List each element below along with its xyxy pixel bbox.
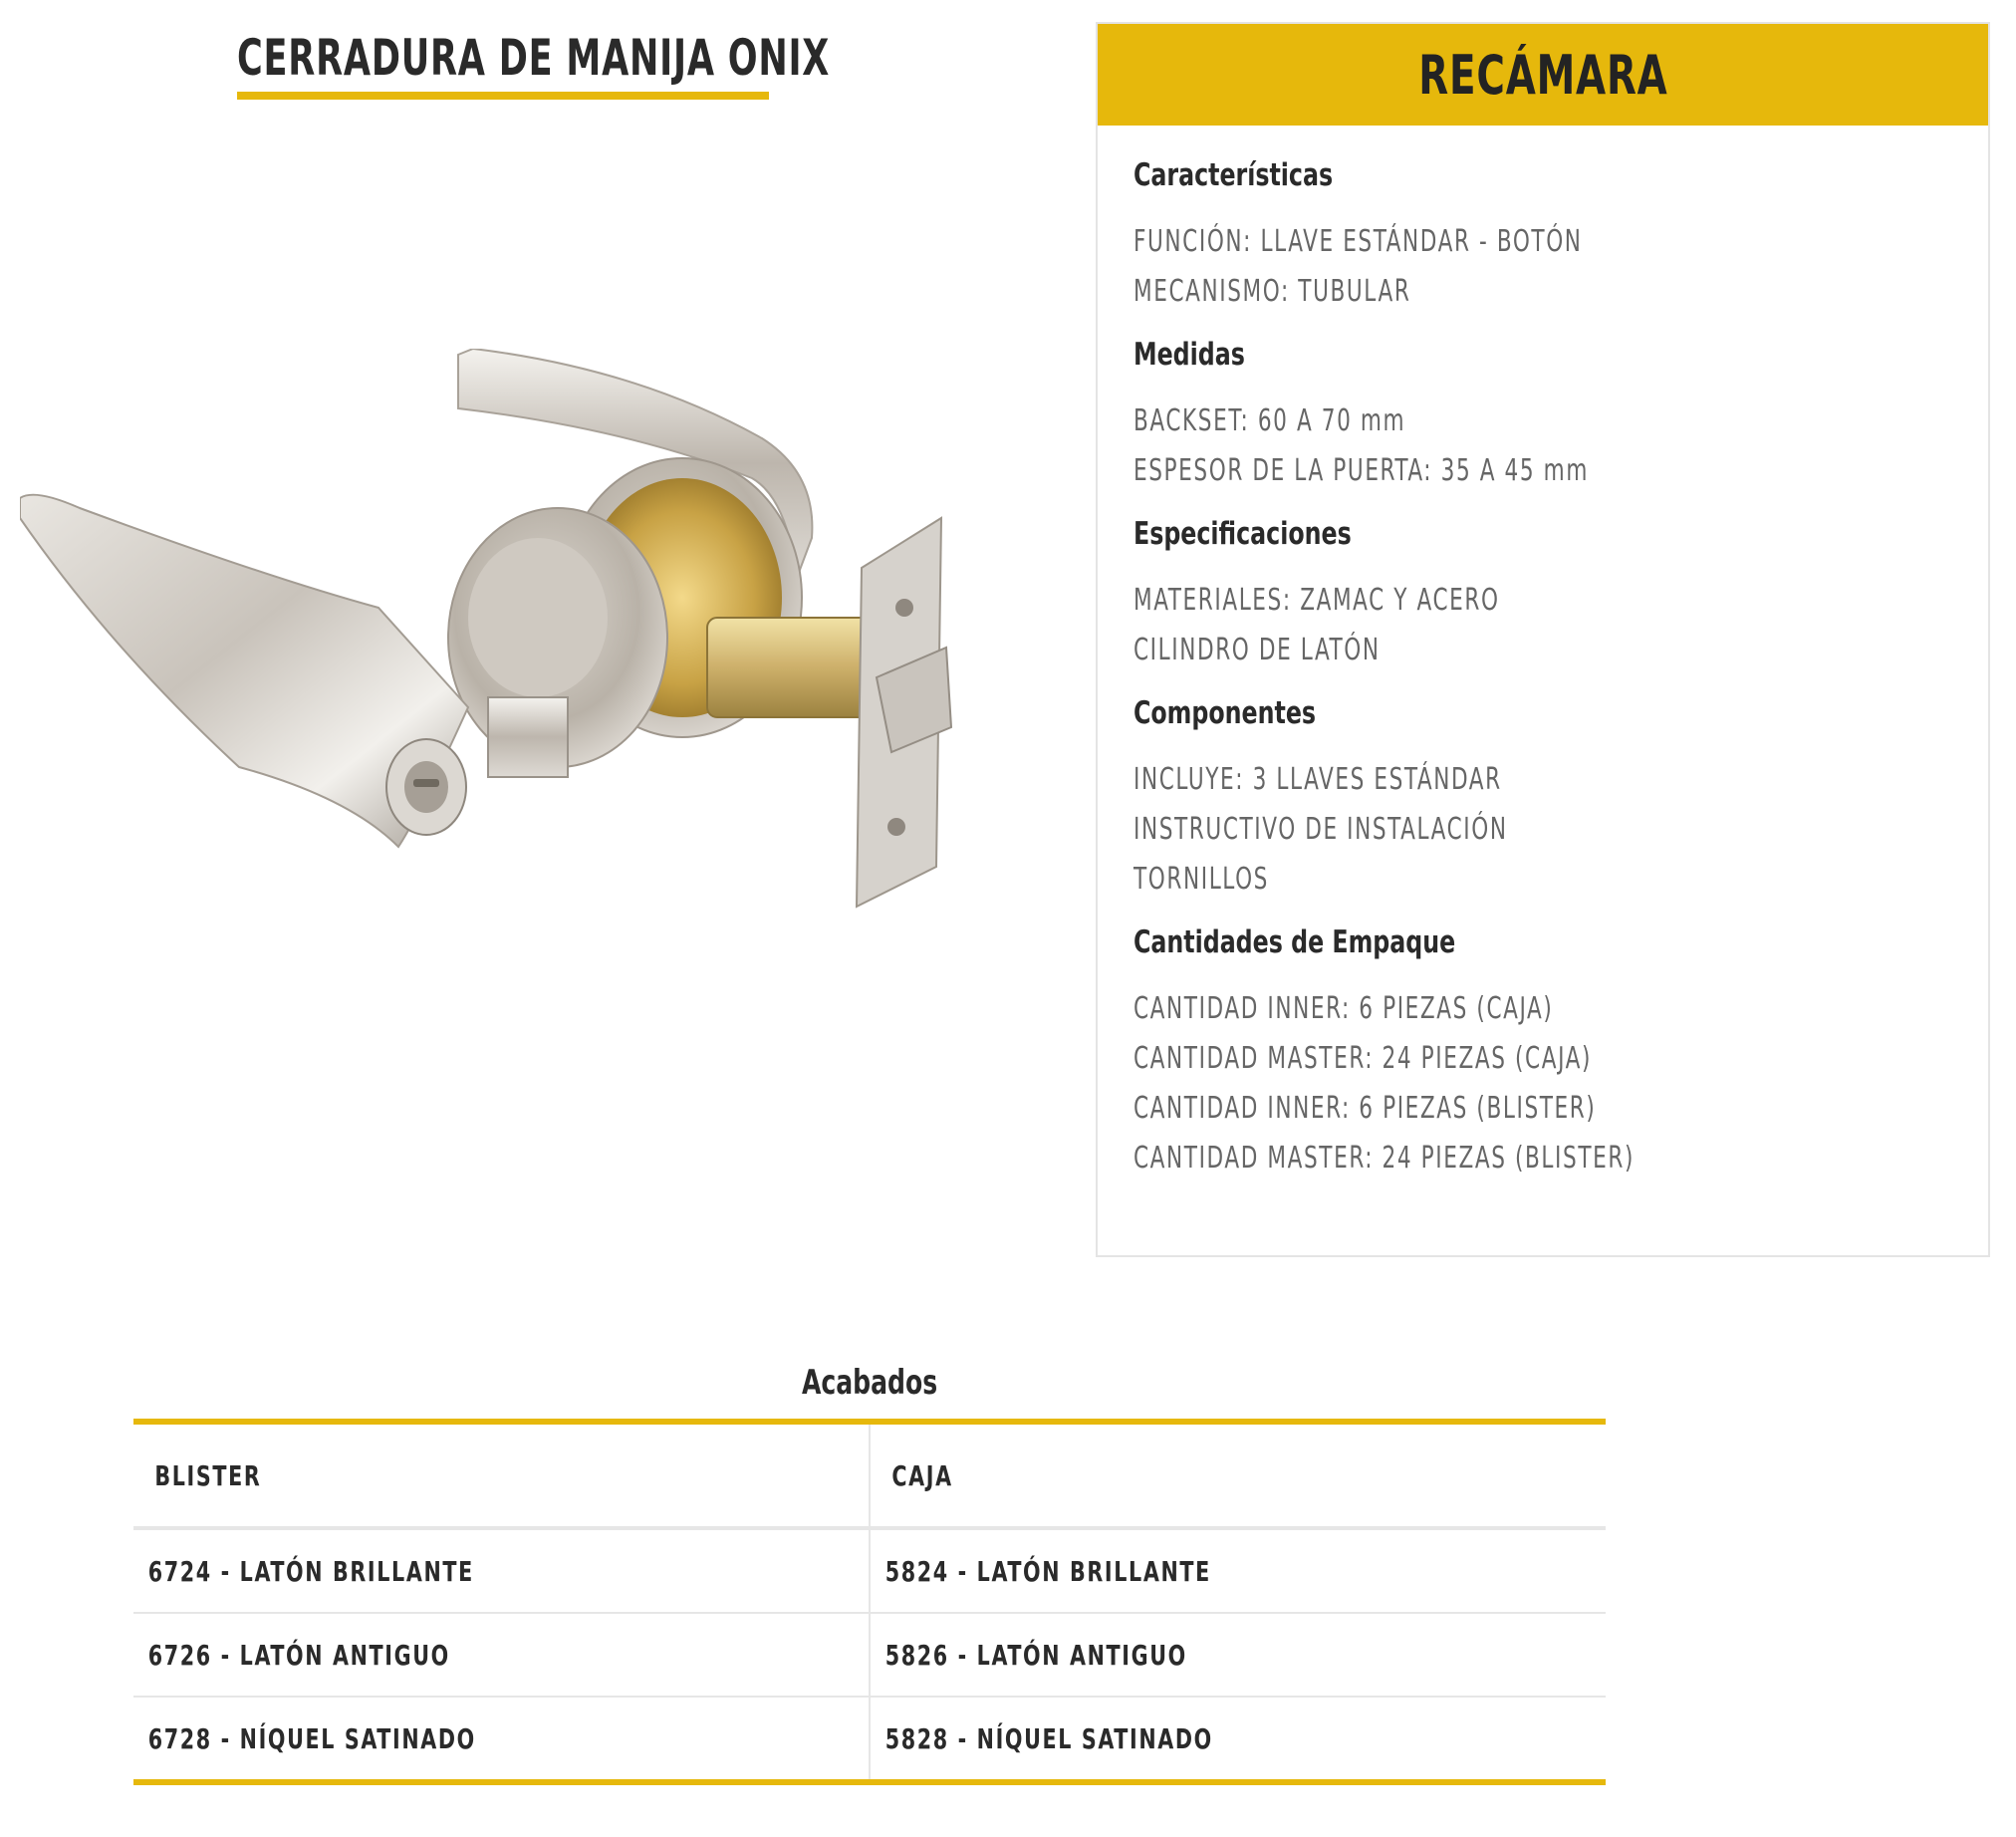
spec-panel-header-title: RECÁMARA <box>1417 43 1668 107</box>
finishes-title <box>133 1363 1606 1403</box>
column-header-caja: CAJA <box>870 1422 1606 1528</box>
spec-section-cantidades-empaque <box>1134 924 1988 1183</box>
spec-section-heading: Componentes <box>1134 695 1317 731</box>
spec-panel-header <box>1098 24 1988 126</box>
table-header-row <box>133 1422 1606 1528</box>
spec-line: TORNILLOS <box>1134 862 1269 897</box>
spec-section-especificaciones <box>1134 516 1988 675</box>
spec-line: CANTIDAD MASTER: 24 PIEZAS (CAJA) <box>1134 1041 1593 1076</box>
spec-section-caracteristicas <box>1134 157 1988 317</box>
title-underline <box>237 92 769 100</box>
spec-line: CANTIDAD MASTER: 24 PIEZAS (BLISTER) <box>1134 1141 1635 1176</box>
spec-line: BACKSET: 60 A 70 mm <box>1134 403 1406 438</box>
spec-section-heading: Medidas <box>1134 337 1245 373</box>
spec-line: INCLUYE: 3 LLAVES ESTÁNDAR <box>1134 762 1502 797</box>
finishes-table <box>133 1419 1606 1785</box>
product-title: CERRADURA DE MANIJA ONIX <box>237 29 831 87</box>
table-cell: 5828 - NÍQUEL SATINADO <box>870 1697 1606 1782</box>
spec-line: INSTRUCTIVO DE INSTALACIÓN <box>1134 812 1508 847</box>
spec-line: FUNCIÓN: LLAVE ESTÁNDAR - BOTÓN <box>1134 224 1583 259</box>
spec-line: CANTIDAD INNER: 6 PIEZAS (CAJA) <box>1134 991 1554 1026</box>
column-header-blister: BLISTER <box>133 1422 870 1528</box>
table-row <box>133 1613 1606 1697</box>
spec-line: CANTIDAD INNER: 6 PIEZAS (BLISTER) <box>1134 1091 1597 1126</box>
spec-line: CILINDRO DE LATÓN <box>1134 633 1381 667</box>
spec-line: ESPESOR DE LA PUERTA: 35 A 45 mm <box>1134 453 1589 488</box>
table-row <box>133 1528 1606 1613</box>
finishes-title-text: Acabados <box>801 1363 938 1403</box>
spec-line: MATERIALES: ZAMAC Y ACERO <box>1134 583 1500 618</box>
table-cell: 6724 - LATÓN BRILLANTE <box>133 1528 870 1613</box>
lever-lock-product-image <box>20 349 996 946</box>
spec-section-medidas <box>1134 337 1988 496</box>
table-cell: 5826 - LATÓN ANTIGUO <box>870 1613 1606 1697</box>
table-cell: 5824 - LATÓN BRILLANTE <box>870 1528 1606 1613</box>
table-cell: 6726 - LATÓN ANTIGUO <box>133 1613 870 1697</box>
spec-panel <box>1096 22 1990 1257</box>
spec-section-componentes <box>1134 695 1988 905</box>
spec-panel-body <box>1098 126 1988 1183</box>
table-row <box>133 1697 1606 1782</box>
spec-line: MECANISMO: TUBULAR <box>1134 274 1411 309</box>
spec-section-heading: Especificaciones <box>1134 516 1352 552</box>
table-cell: 6728 - NÍQUEL SATINADO <box>147 1721 476 1755</box>
spec-section-heading: Características <box>1134 157 1334 193</box>
spec-section-heading: Cantidades de Empaque <box>1134 924 1456 960</box>
